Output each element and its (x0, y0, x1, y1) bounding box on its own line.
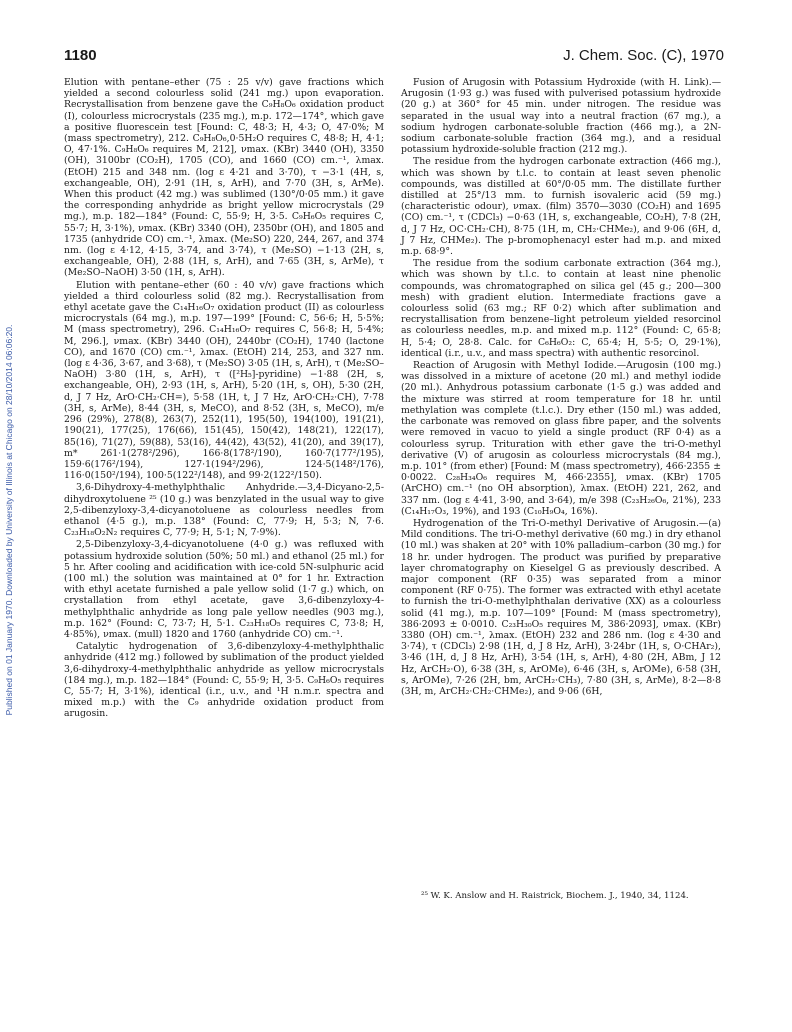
paragraph: Elution with pentane–ether (60 : 40 v/v) gave fractions which yielded a third colourless solid (82 mg.). Recrystallisation from ethyl acetate gave the C₁₄H₁₆O₇ oxidation product (II) as colourless microcrystals (64 mg.), m.p. 197—199° [Found: C, 56·6; H, 5·5%; M (mass spectrometry), 296. C₁₄H₁₆O₇ requires C, 56·8; H, 5·4%; M, 296.], νmax. (KBr) 3440 (OH), 2440br (CO₂H), 1740 (lactone CO), and 1670 (CO) cm.⁻¹, λmax. (EtOH) 214, 253, and 327 nm. (log ε 4·36, 3·67, and 3·68), τ (Me₂SO) 3·05 (1H, s, ArH), τ (Me₂SO–NaOH) 3·80 (1H, s, ArH), τ ([²H₅]-pyridine) −1·88 (2H, s, exchangeable, OH), 2·93 (1H, s, ArH), 5·20 (1H, s, OH), 5·30 (2H, d, J 7 Hz, ArO·CH₂·CH=), 5·58 (1H, t, J 7 Hz, ArO·CH₂·CH), 7·78 (3H, s, ArMe), 8·44 (3H, s, MeCO), and 8·52 (3H, s, MeCO), m/e 296 (29%), 278(8), 263(7), 252(11), 195(50), 194(100), 191(21), 190(21), 177(25), 176(66), 151(45), 150(42), 148(21), 122(17), 85(16), 71(27), 59(88), 53(16), 44(42), 43(52), 41(20), and 39(17), m* 261·1(278²/296), 166·8(178²/190), 160·7(177²/195), 159·6(176²/194), 127·1(194²/296), 124·5(148²/176), 116·0(150²/194), 100·5(122²/148), and 99·2(122²/150). (64, 279, 384, 482)
paragraph: The residue from the hydrogen carbonate extraction (466 mg.), which was shown by t.l.c. to contain at least seven phenolic compounds, was distilled at 60°/0·05 mm. The distillate further distilled at 25°/13 mm. to furnish isovaleric acid (59 mg.) (characteristic odour), νmax. (film) 3570—3030 (CO₂H) and 1695 (CO) cm.⁻¹, τ (CDCl₃) −0·63 (1H, s, exchangeable, CO₂H), 7·8 (2H, d, J 7 Hz, OC·CH₂·CH), 8·75 (1H, m, CH₂·CHMe₂), and 9·06 (6H, d, J 7 Hz, CHMe₂). The p-bromophenacyl ester had m.p. and mixed m.p. 68·9°. (401, 156, 721, 258)
right-column (401, 77, 721, 698)
publication-notice[interactable]: Published on 01 January 1970. Downloaded by University of Illinois at Chicago on 28/10/2014 06:06:20. (4, 324, 14, 716)
publication-sidebar (2, 150, 16, 890)
left-column (64, 77, 384, 721)
paragraph: 3,6-Dihydroxy-4-methylphthalic Anhydride.—3,4-Dicyano-2,5-dihydroxytoluene ²⁵ (10 g.) was benzylated in the usual way to give 2,5-dibenzyloxy-3,4-dicyanotoluene as colourless needles from ethanol (4·5 g.), m.p. 138° (Found: C, 77·9; H, 5·3; N, 7·6. C₂₃H₁₈O₂N₂ requires C, 77·9; H, 5·1; N, 7·9%). (64, 482, 384, 539)
paragraph: Reaction of Arugosin with Methyl Iodide.—Arugosin (100 mg.) was dissolved in a mixture of acetone (20 ml.) and methyl iodide (20 ml.). Anhydrous potassium carbonate (1·5 g.) was added and the mixture was stirred at room temperature for 18 hr. until methylation was complete (t.l.c.). Dry ether (150 ml.) was added, the carbonate was removed on glass fibre paper, and the solvents were removed in vacuo to yield a single product (RF 0·4) as a colourless syrup. Trituration with ether gave the tri-O-methyl derivative (V) of arugosin as colourless microcrystals (84 mg.), m.p. 101° (from ether) [Found: M (mass spectrometry), 466·2355 ± 0·0022. C₂₈H₃₄O₆ requires M, 466·2355], νmax. (KBr) 1705 (ArCHO) cm.⁻¹ (no OH absorption), λmax. (EtOH) 221, 262, and 337 nm. (log ε 4·41, 3·90, and 3·64), m/e 398 (C₂₃H₂₆O₆, 21%), 233 (C₁₄H₁₇O₃, 19%), and 193 (C₁₀H₉O₄, 16%). (401, 360, 721, 517)
journal-title: J. Chem. Soc. (C), 1970 (563, 47, 724, 64)
paragraph: Elution with pentane–ether (75 : 25 v/v) gave fractions which yielded a second colourless solid (241 mg.) upon evaporation. Recrystallisation from benzene gave the C₉H₈O₆ oxidation product (I), colourless microcrystals (235 mg.), m.p. 172—174°, which gave a positive fluorescein test [Found: C, 48·3; H, 4·3; O, 47·0%; M (mass spectrometry), 212. C₉H₈O₆,0·5H₂O requires C, 48·8; H, 4·1; O, 47·1%. C₉H₈O₆ requires M, 212], νmax. (KBr) 3440 (OH), 3350 (OH), 3100br (CO₂H), 1705 (CO), and 1660 (CO) cm.⁻¹, λmax. (EtOH) 215 and 348 nm. (log ε 4·21 and 3·70), τ −3·1 (4H, s, exchangeable, OH), 2·91 (1H, s, ArH), and 7·70 (3H, s, ArMe). When this product (42 mg.) was sublimed (130°/0·05 mm.) it gave the corresponding anhydride as bright yellow microcrystals (29 mg.), m.p. 182—184° (Found: C, 55·9; H, 3·5. C₉H₆O₅ requires C, 55·7; H, 3·1%), νmax. (KBr) 3340 (OH), 2350br (OH), and 1805 and 1735 (anhydride CO) cm.⁻¹, λmax. (Me₂SO) 220, 244, 267, and 374 nm. (log ε 4·12, 4·15, 3·74, and 3·74), τ (Me₂SO) −1·13 (2H, s, exchangeable, OH), 2·88 (1H, s, ArH), and 7·65 (3H, s, ArMe), τ (Me₂SO–NaOH) 3·50 (1H, s, ArH). (64, 77, 384, 279)
page-number: 1180 (64, 47, 97, 64)
paragraph: Hydrogenation of the Tri-O-methyl Derivative of Arugosin.—(a) Mild conditions. The tri-O-methyl derivative (60 mg.) in dry ethanol (10 ml.) was shaken at 20° with 10% palladium–carbon (30 mg.) for 18 hr. under hydrogen. The product was purified by preparative layer chromatography on Kieselgel G as previously described. A major component (RF 0·35) was separated from a minor component (RF 0·75). The former was extracted with ethyl acetate to furnish the tri-O-methylphthalan derivative (XX) as a colourless solid (41 mg.), m.p. 107—109° [Found: M (mass spectrometry), 386·2093 ± 0·0010. C₂₃H₃₀O₅ requires M, 386·2093], νmax. (KBr) 3380 (OH) cm.⁻¹, λmax. (EtOH) 232 and 286 nm. (log ε 4·30 and 3·74), τ (CDCl₃) 2·98 (1H, d, J 8 Hz, ArH), 3·24br (1H, s, O·CHAr₂), 3·46 (1H, d, J 8 Hz, ArH), 3·54 (1H, s, ArH), 4·80 (2H, ABm, J 12 Hz, ArCH₂·O), 6·38 (3H, s, ArOMe), 6·46 (3H, s, ArOMe), 6·58 (3H, s, ArOMe), 7·26 (2H, bm, ArCH₂·CH₃), 7·80 (3H, s, ArMe), 8·2—8·8 (3H, m, ArCH₂·CH₂·CHMe₂), and 9·06 (6H, (401, 517, 721, 697)
page-header (64, 47, 724, 69)
footnote: ²⁵ W. K. Anslow and H. Raistrick, Biochem. J., 1940, 34, 1124. (421, 891, 689, 901)
paragraph: Catalytic hydrogenation of 3,6-dibenzyloxy-4-methylphthalic anhydride (412 mg.) followed by sublimation of the product yielded 3,6-dihydroxy-4-methylphthalic anhydride as yellow microcrystals (184 mg.), m.p. 182—184° (Found: C, 55·9; H, 3·5. C₉H₆O₅ requires C, 55·7; H, 3·1%), identical (i.r., u.v., and ¹H n.m.r. spectra and mixed m.p.) with the C₉ anhydride oxidation product from arugosin. (64, 641, 384, 720)
paragraph: 2,5-Dibenzyloxy-3,4-dicyanotoluene (4·0 g.) was refluxed with potassium hydroxide solution (50%; 50 ml.) and ethanol (25 ml.) for 5 hr. After cooling and acidification with ice-cold 5N-sulphuric acid (100 ml.) the solution was maintained at 0° for 1 hr. Extraction with ethyl acetate furnished a pale yellow solid (1·7 g.) which, on crystallation from ethyl acetate, gave 3,6-dibenzyloxy-4-methylphthalic anhydride as long pale yellow needles (903 mg.), m.p. 162° (Found: C, 73·7; H, 5·1. C₂₃H₁₈O₅ requires C, 73·8; H, 4·85%), νmax. (mull) 1820 and 1760 (anhydride CO) cm.⁻¹. (64, 539, 384, 640)
paragraph: The residue from the sodium carbonate extraction (364 mg.), which was shown by t.l.c. to contain at least nine phenolic compounds, was chromatographed on silica gel (45 g.; 200—300 mesh) with gradient elution. Intermediate fractions gave a colourless solid (63 mg.; RF 0·2) which after sublimation and recrystallisation from benzene–light petroleum yielded resorcinol as colourless needles, m.p. and mixed m.p. 112° (Found: C, 65·8; H, 5·4; O, 28·8. Calc. for C₆H₆O₂: C, 65·4; H, 5·5; O, 29·1%), identical (i.r., u.v., and mass spectra) with authentic resorcinol. (401, 258, 721, 359)
paragraph: Fusion of Arugosin with Potassium Hydroxide (with H. Link).—Arugosin (1·93 g.) was fused with pulverised potassium hydroxide (20 g.) at 360° for 45 min. under nitrogen. The residue was separated in the usual way into a neutral fraction (67 mg.), a sodium hydrogen carbonate-soluble fraction (466 mg.), a 2N-sodium carbonate-soluble fraction (364 mg.), and a residual potassium hydroxide-soluble fraction (212 mg.). (401, 77, 721, 156)
